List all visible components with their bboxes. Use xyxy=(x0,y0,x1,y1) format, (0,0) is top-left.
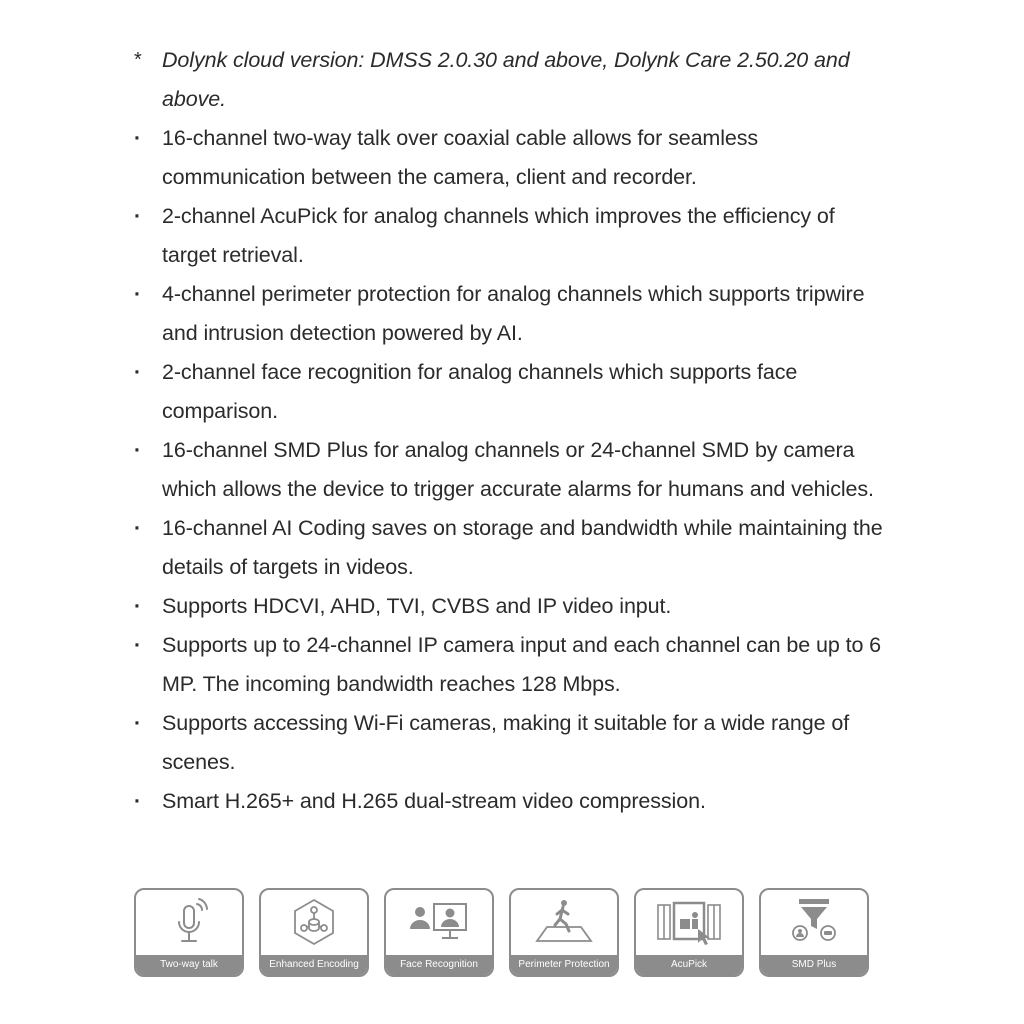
bullet: · xyxy=(134,361,141,384)
face-recognition-card xyxy=(384,888,494,977)
smd-plus-icon xyxy=(761,890,867,955)
bullet: · xyxy=(134,439,141,462)
bullet: · xyxy=(134,517,141,540)
smd-plus-card xyxy=(759,888,869,977)
acupick-icon xyxy=(636,890,742,955)
feature-text: Supports up to 24-channel IP camera input and each channel can be up to 6 MP. The incoming bandwidth reaches 128 Mbps. xyxy=(162,633,882,696)
face-recognition-icon xyxy=(386,890,492,955)
bullet: · xyxy=(134,205,141,228)
feature-text: 16-channel AI Coding saves on storage and bandwidth while maintaining the details of targets in videos. xyxy=(162,516,883,579)
feature-text: 2-channel AcuPick for analog channels which improves the efficiency of target retrieval. xyxy=(162,204,835,267)
list-item xyxy=(134,509,894,587)
microphone-icon xyxy=(136,890,242,955)
list-item xyxy=(134,353,894,431)
feature-text: Smart H.265+ and H.265 dual-stream video compression. xyxy=(162,789,706,813)
feature-text: Supports accessing Wi-Fi cameras, making it suitable for a wide range of scenes. xyxy=(162,711,850,774)
icon-label: Face Recognition xyxy=(386,955,492,975)
icon-label: Enhanced Encoding xyxy=(261,955,367,975)
list-item xyxy=(134,119,894,197)
feature-text: 2-channel face recognition for analog channels which supports face comparison. xyxy=(162,360,798,423)
feature-icon-row xyxy=(134,888,869,977)
bullet: · xyxy=(134,127,141,150)
bullet: · xyxy=(134,283,141,306)
icon-label: AcuPick xyxy=(636,955,742,975)
bullet: · xyxy=(134,634,141,657)
list-item xyxy=(134,704,894,782)
feature-text: Supports HDCVI, AHD, TVI, CVBS and IP video input. xyxy=(162,594,672,618)
icon-label: SMD Plus xyxy=(761,955,867,975)
feature-text: 16-channel two-way talk over coaxial cable allows for seamless communication between the camera, client and recorder. xyxy=(162,126,759,189)
cloud-version-note xyxy=(134,41,894,119)
perimeter-icon xyxy=(511,890,617,955)
list-item xyxy=(134,431,894,509)
feature-text: 16-channel SMD Plus for analog channels or 24-channel SMD by camera which allows the device to trigger accurate alarms for humans and vehicles. xyxy=(162,438,874,501)
note-asterisk: * xyxy=(134,49,142,71)
bullet: · xyxy=(134,595,141,618)
note-text: Dolynk cloud version: DMSS 2.0.30 and above, Dolynk Care 2.50.20 and above. xyxy=(162,48,850,111)
feature-list xyxy=(134,41,894,821)
feature-text: 4-channel perimeter protection for analog channels which supports tripwire and intrusion detection powered by AI. xyxy=(162,282,865,345)
encoding-icon xyxy=(261,890,367,955)
list-item xyxy=(134,587,894,626)
list-item xyxy=(134,275,894,353)
list-item xyxy=(134,626,894,704)
list-item xyxy=(134,782,894,821)
bullet: · xyxy=(134,712,141,735)
bullet: · xyxy=(134,790,141,813)
acupick-card xyxy=(634,888,744,977)
enhanced-encoding-card xyxy=(259,888,369,977)
icon-label: Perimeter Protection xyxy=(511,955,617,975)
icon-label: Two-way talk xyxy=(136,955,242,975)
list-item xyxy=(134,197,894,275)
perimeter-protection-card xyxy=(509,888,619,977)
two-way-talk-card xyxy=(134,888,244,977)
